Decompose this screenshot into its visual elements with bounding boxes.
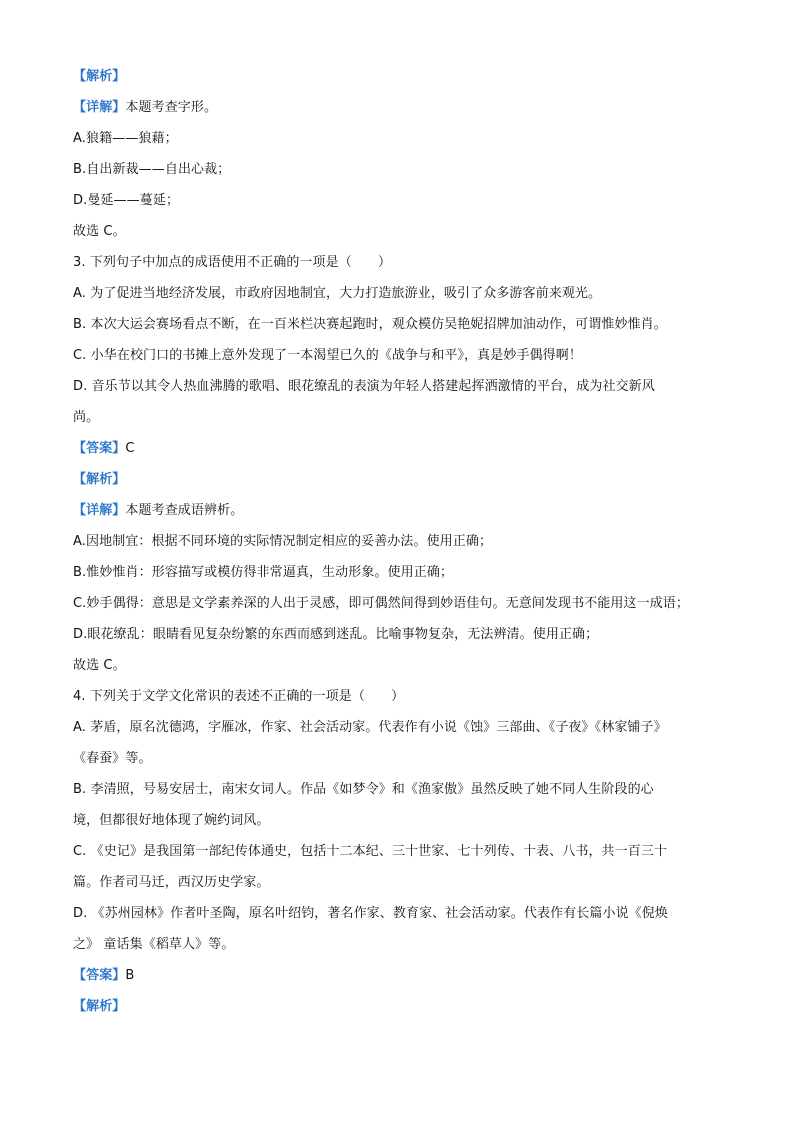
line-text: 故选 C。 (73, 658, 126, 673)
line-text: A. 茅盾，原名沈德鸿，字雁冰，作家、社会活动家。代表作有小说《蚀》三部曲、《子夜》《林家铺子》 (73, 720, 667, 735)
text-line (73, 657, 763, 675)
line-text: B.自出新裁——自出心裁； (73, 162, 231, 177)
line-text: C (125, 441, 135, 456)
line-text: 篇。作者司马迁，西汉历史学家。 (73, 875, 270, 890)
line-text: D. 音乐节以其令人热血沸腾的歌唱、眼花缭乱的表演为年轻人搭建起挥洒激情的平台，成为社交新风 (73, 379, 655, 394)
line-text: C. 小华在校门口的书摊上意外发现了一本渴望已久的《战争与和平》，真是妙手偶得啊！ (73, 348, 582, 363)
section-tag: 【解析】 (73, 999, 126, 1014)
text-line (73, 564, 763, 582)
text-line (73, 719, 763, 737)
line-text: 本题考查成语辨析。 (125, 503, 244, 518)
text-line (73, 781, 763, 799)
line-text: 《春蚕》等。 (73, 751, 152, 766)
line-text: 4. 下列关于文学文化常识的表述不正确的一项是（ ） (73, 689, 405, 704)
line-text: C.妙手偶得：意思是文学素养深的人出于灵感，即可偶然间得到妙语佳句。无意间发现书不能用这一成语； (73, 596, 690, 611)
text-line (73, 471, 763, 489)
line-text: 本题考查字形。 (125, 100, 218, 115)
text-line (73, 750, 763, 768)
text-line (73, 843, 763, 861)
line-text: D.眼花缭乱：眼睛看见复杂纷繁的东西而感到迷乱。比喻事物复杂，无法辨清。使用正确； (73, 627, 599, 642)
line-text: 故选 C。 (73, 224, 126, 239)
line-text: B (125, 968, 135, 983)
line-text: D. 《苏州园林》作者叶圣陶，原名叶绍钧，著名作家、教育家、社会活动家。代表作有长篇小说《倪焕 (73, 906, 668, 921)
text-line (73, 812, 763, 830)
text-line (73, 68, 763, 86)
text-line (73, 378, 763, 396)
text-line (73, 130, 763, 148)
text-line (73, 533, 763, 551)
text-line (73, 967, 763, 985)
line-text: D.曼延——蔓延； (73, 193, 180, 208)
line-text: B. 李清照，号易安居士，南宋女词人。作品《如梦令》和《渔家傲》虽然反映了她不同人生阶段的心 (73, 782, 654, 797)
text-line (73, 936, 763, 954)
text-line (73, 409, 763, 427)
text-line (73, 595, 763, 613)
text-line (73, 998, 763, 1016)
text-line (73, 905, 763, 923)
section-tag: 【详解】 (73, 100, 126, 115)
line-text: A.因地制宜：根据不同环境的实际情况制定相应的妥善办法。使用正确； (73, 534, 493, 549)
text-line (73, 626, 763, 644)
line-text: 境，但都很好地体现了婉约词风。 (73, 813, 270, 828)
text-line (73, 161, 763, 179)
line-text: 3. 下列句子中加点的成语使用不正确的一项是（ ） (73, 255, 392, 270)
section-tag: 【解析】 (73, 69, 126, 84)
text-line (73, 99, 763, 117)
text-line (73, 688, 763, 706)
section-tag: 【答案】 (73, 968, 126, 983)
line-text: A. 为了促进当地经济发展，市政府因地制宜，大力打造旅游业，吸引了众多游客前来观光。 (73, 286, 602, 301)
text-line (73, 502, 763, 520)
text-line (73, 254, 763, 272)
line-text: B. 本次大运会赛场看点不断，在一百米栏决赛起跑时，观众模仿吴艳妮招牌加油动作，可谓惟妙惟肖。 (73, 317, 667, 332)
line-text: C. 《史记》是我国第一部纪传体通史，包括十二本纪、三十世家、七十列传、十表、八书，共一百三十 (73, 844, 668, 859)
text-line (73, 440, 763, 458)
line-text: 尚。 (73, 410, 100, 425)
line-text: 之》 童话集《稻草人》等。 (73, 937, 235, 952)
line-text: B.惟妙惟肖：形容描写或模仿得非常逼真，生动形象。使用正确； (73, 565, 454, 580)
text-line (73, 285, 763, 303)
line-text: A.狼籍——狼藉； (73, 131, 178, 146)
text-line (73, 192, 763, 210)
text-line (73, 316, 763, 334)
text-line (73, 347, 763, 365)
text-line (73, 874, 763, 892)
section-tag: 【解析】 (73, 472, 126, 487)
text-line (73, 223, 763, 241)
section-tag: 【详解】 (73, 503, 126, 518)
section-tag: 【答案】 (73, 441, 126, 456)
